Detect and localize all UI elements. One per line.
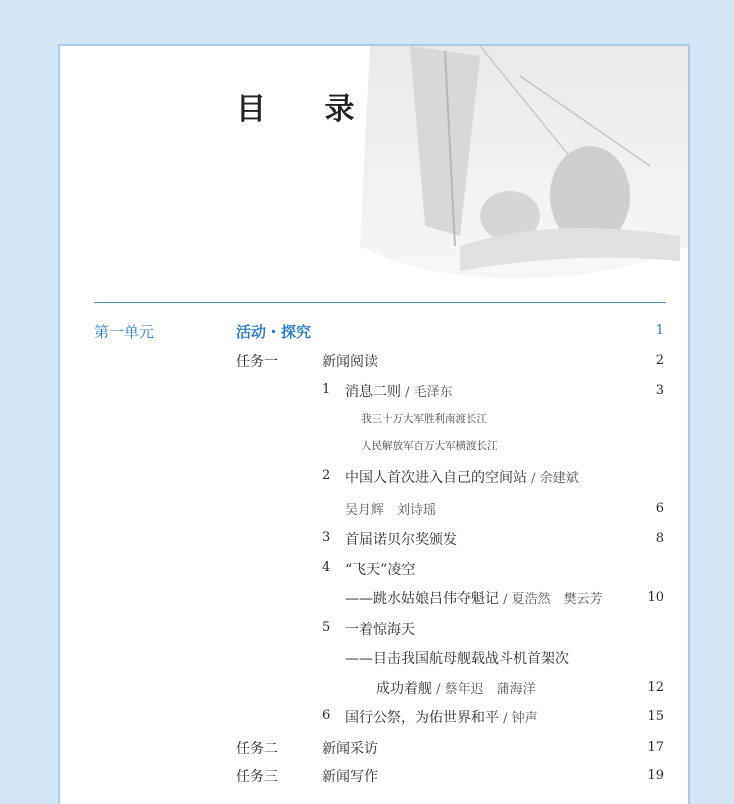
item4-page: 10 (647, 590, 664, 605)
item5-number: 5 (322, 620, 331, 635)
item1-entry (345, 381, 453, 401)
page-title: 目 录 (236, 92, 379, 127)
item3-page: 8 (655, 531, 664, 546)
section-title: 活动・探究 (236, 323, 312, 341)
item4-subentry (345, 588, 603, 608)
item1-subtitle-1: 我三十万大军胜利南渡长江 (361, 413, 487, 425)
item5-title: 一着惊海天 (345, 622, 415, 638)
item1-number: 1 (322, 382, 331, 397)
item6-number: 6 (322, 708, 331, 723)
divider-line (94, 302, 666, 303)
task2-label: 任务二 (236, 741, 278, 757)
item1-page: 3 (655, 383, 664, 398)
item5-subtitle-1: ——目击我国航母舰载战斗机首架次 (345, 651, 569, 667)
task3-title: 新闻写作 (322, 769, 378, 785)
task1-label: 任务一 (236, 354, 278, 370)
item2-author-continued: 吴月辉 刘诗瑶 (345, 503, 437, 518)
task3-label: 任务三 (236, 769, 278, 785)
task1-page: 2 (655, 353, 664, 368)
item6-entry (345, 707, 538, 727)
item1-title: 消息二则 (345, 384, 401, 400)
item6-author: / 钟声 (499, 711, 538, 726)
item2-number: 2 (322, 468, 331, 483)
item5-subtitle-2: 成功着舰 (376, 681, 432, 697)
item4-subtitle: ——跳水姑娘吕伟夺魁记 (345, 591, 499, 607)
sailing-boat-illustration (350, 46, 690, 306)
item5-author: / 蔡年迟 蒲海洋 (432, 682, 536, 697)
item2-entry (345, 467, 579, 487)
item1-author: / 毛泽东 (401, 385, 453, 400)
item4-author: / 夏浩然 樊云芳 (499, 592, 603, 607)
section-page: 1 (655, 323, 664, 338)
item5-page: 12 (647, 680, 664, 695)
task1-title: 新闻阅读 (322, 354, 378, 370)
item3-number: 3 (322, 530, 331, 545)
book-page (58, 44, 690, 804)
item6-title: 国行公祭，为佑世界和平 (345, 710, 499, 726)
task3-page: 19 (647, 768, 664, 783)
item6-page: 15 (647, 709, 664, 724)
unit-label: 第一单元 (94, 323, 155, 341)
task2-page: 17 (647, 740, 664, 755)
item4-number: 4 (322, 560, 331, 575)
item2-title: 中国人首次进入自己的空间站 (345, 470, 527, 486)
item5-subentry (376, 678, 536, 698)
item2-author: / 余建斌 (527, 471, 579, 486)
item3-title: 首届诺贝尔奖颁发 (345, 532, 457, 548)
item2-page: 6 (655, 501, 664, 516)
item1-subtitle-2: 人民解放军百万大军横渡长江 (361, 440, 498, 452)
item4-title: “飞天”凌空 (345, 562, 416, 578)
task2-title: 新闻采访 (322, 741, 378, 757)
